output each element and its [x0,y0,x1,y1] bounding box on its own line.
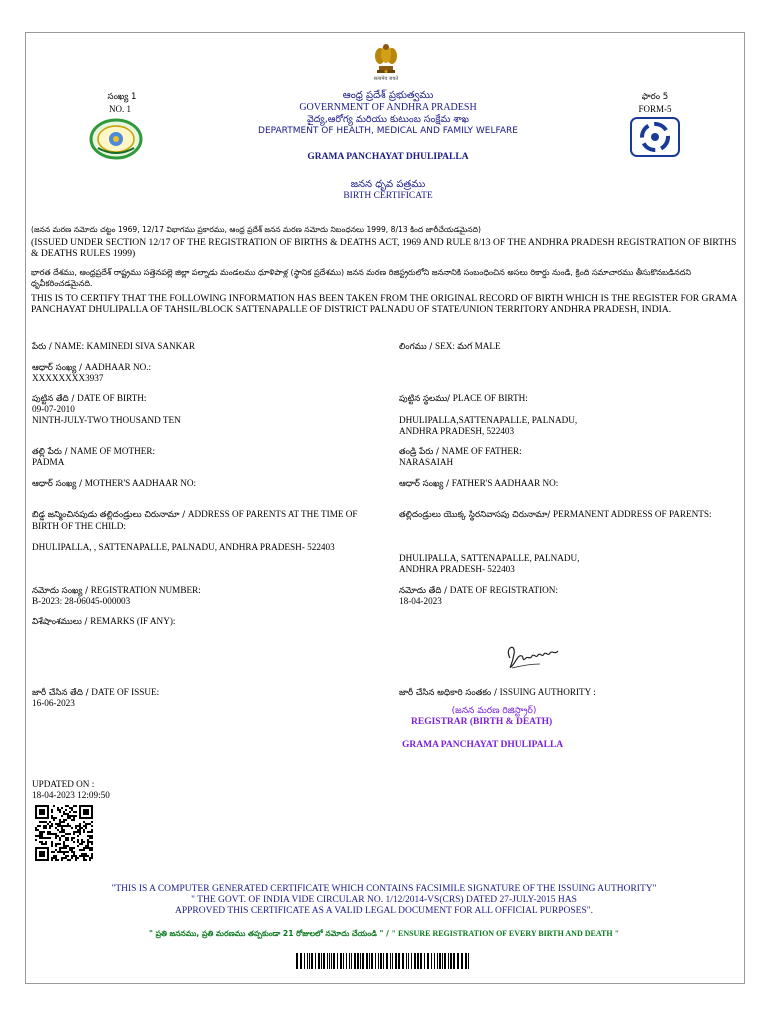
birth-address-value: DHULIPALLA, , SATTENAPALLE, PALNADU, ANDHRA PRADESH- 522403 [32,542,335,552]
registration-date-field [399,585,729,597]
issued-under-text: (ISSUED UNDER SECTION 12/17 OF THE REGISTRATION OF BIRTHS & DEATHS ACT, 1969 AND RULE 8/13 OF THE ANDHRA PRADESH REGISTRATION OF BIRTHS & DEATHS RULES 1999) [31,237,737,259]
permanent-address-label: PERMANENT ADDRESS OF PARENTS: [552,509,712,519]
issue-date-value: 16-06-2023 [32,698,75,708]
government-title: GOVERNMENT OF ANDHRA PRADESH [299,102,477,113]
issuing-authority-telugu: జారీ చేసిన అధికారి సంతకం / [399,688,500,698]
aadhaar-label: AADHAAR NO.: [84,362,152,372]
footer-line-2: " THE GOVT. OF INDIA VIDE CIRCULAR NO. 1/12/2014-VS(CRS) DATED 27-JULY-2015 HAS [191,895,577,905]
mother-value: PADMA [32,457,65,467]
mother-label-telugu: తల్లి పేరు / [32,447,71,457]
father-label-telugu: తండ్రి పేరు / [399,447,442,457]
permanent-address-line-1: DHULIPALLA, SATTENAPALLE, PALNADU, [399,553,580,563]
aadhaar-label-telugu: ఆధార్ సంఖ్య / [32,363,85,373]
sex-label-telugu: లింగము / [399,342,436,352]
form-telugu: ఫారం 5 [641,92,669,102]
updated-label: UPDATED ON : [32,779,95,789]
registration-date-value: 18-04-2023 [399,596,442,606]
slogan-english: " ENSURE REGISTRATION OF EVERY BIRTH AND DEATH " [391,929,620,938]
birth-address-telugu: బిడ్డ జన్మించినపుడు తల్లిదండ్రులు చిరునామా / [32,510,188,520]
sex-field [399,341,729,353]
birth-address-field [32,509,377,531]
issuing-authority-field [399,687,729,699]
registration-number-value: B-2023: 28-06045-000003 [32,596,131,606]
qr-code-icon [35,805,93,861]
dob-value: 09-07-2010 [32,404,75,414]
panchayat-name: GRAMA PANCHAYAT DHULIPALLA [307,152,469,162]
issued-under-telugu: (జనన మరణ నమోదు చట్టం 1969, 12/17 విభాగము ప్రకారము, ఆంధ్ర ప్రదేశ్ జనన మరణ నమోదు నిబంధనలు 1999, 8/13 కింద జారీచేయడమైనది) [31,225,481,234]
civil-registration-logo-icon [630,117,680,157]
registration-date-label: DATE OF REGISTRATION: [449,585,558,595]
mother-aadhaar-telugu: ఆధార్ సంఖ్య / [32,479,85,489]
footer-line-3: APPROVED THIS CERTIFICATE AS A VALID LEGAL DOCUMENT FOR ALL OFFICIAL PURPOSES". [174,906,594,916]
mother-field [32,446,372,458]
aadhaar-field [32,362,372,374]
father-value: NARASAIAH [399,457,454,467]
registration-number-label: REGISTRATION NUMBER: [90,585,201,595]
dob-label-telugu: పుట్టిన తేది / [32,394,78,404]
father-field [399,446,729,458]
issue-date-label: DATE OF ISSUE: [91,687,160,697]
father-aadhaar-label: FATHER'S AADHAAR NO: [451,478,559,488]
registration-number-telugu: నమోదు సంఖ్య / [32,586,91,596]
mother-aadhaar-label: MOTHER'S AADHAAR NO: [84,478,197,488]
mother-label: NAME OF MOTHER: [70,446,155,456]
andhra-pradesh-logo-icon [89,118,143,160]
dob-words: NINTH-JULY-TWO THOUSAND TEN [32,415,181,425]
number-telugu: సంఖ్య 1 [107,92,137,102]
national-emblem-icon [366,42,406,80]
form-label: FORM-5 [638,104,672,114]
emblem-motto: सत्यमेव जयते [373,76,399,82]
department-telugu: వైద్య,ఆరోగ్య మరియు కుటుంబ సంక్షేమ శాఖ [307,114,469,125]
remarks-label: REMARKS (IF ANY): [90,616,176,626]
pob-line-1: DHULIPALLA,SATTENAPALLE, PALNADU, [399,415,578,425]
name-field [32,341,372,353]
barcode-icon [296,953,472,969]
department-title: DEPARTMENT OF HEALTH, MEDICAL AND FAMILY WELFARE [258,126,518,136]
birth-address-label: ADDRESS OF PARENTS AT THE TIME OF BIRTH OF THE CHILD: [32,509,358,531]
certify-telugu: భారత దేశము, ఆంధ్రప్రదేశ్ రాష్ట్రము సత్తెనపల్లె జిల్లా పల్నాడు మండలము ధూళిపాళ్ల (స్థానిక ప్రదేశము) జనన మరణ రిజిస్ట్రరులోని జననానికి సంబంధించిన అసలు రికార్డు నుండి, క్రింది సమాచారము తీసుకొనబడినదని ధృవీకరించడమైనది. [31,268,691,288]
issue-date-telugu: జారీ చేసిన తేది / [32,688,92,698]
number-label: NO. 1 [109,104,131,114]
father-aadhaar-telugu: ఆధార్ సంఖ్య / [399,479,452,489]
slogan [32,928,736,940]
footer-line-1: "THIS IS A COMPUTER GENERATED CERTIFICATE WHICH CONTAINS FACSIMILE SIGNATURE OF THE ISSUING AUTHORITY" [111,884,657,894]
pob-field [399,393,729,405]
registrar-title: REGISTRAR (BIRTH & DEATH) [411,717,553,727]
updated-value: 18-04-2023 12:09:50 [32,790,110,800]
name-label: NAME: KAMINEDI SIVA SANKAR [54,341,196,351]
registration-number-field [32,585,372,597]
certify-text: THIS IS TO CERTIFY THAT THE FOLLOWING INFORMATION HAS BEEN TAKEN FROM THE ORIGINAL RECORD OF BIRTH WHICH IS THE REGISTER FOR GRAMA PANCHAYAT DHULIPALLA OF TAHSIL/BLOCK SATTENAPALLE OF DISTRICT PALNADU OF STATE/UNION TERRITORY ANDHRA PRADESH, INDIA. [31,293,737,315]
pob-line-2: ANDHRA PRADESH, 522403 [399,426,515,436]
authority-office: GRAMA PANCHAYAT DHULIPALLA [402,740,564,750]
remarks-telugu: విశేషాంశములు / [32,617,91,627]
permanent-address-field [399,509,729,521]
permanent-address-telugu: తల్లిదండ్రులు యొక్క స్థిరనివాసపు చిరునామా/ [399,510,553,520]
certificate-border [25,32,745,984]
government-telugu: ఆంధ్ర ప్రదేశ్ ప్రభుత్వము [342,90,434,101]
name-label-telugu: పేరు / [32,342,55,352]
father-aadhaar-field [399,478,729,490]
permanent-address-line-2: ANDHRA PRADESH- 522403 [399,564,515,574]
registration-date-telugu: నమోదు తేది / [399,586,450,596]
registrar-telugu: (జనన మరణ రిజిస్ట్రార్) [451,706,537,716]
certificate-title: BIRTH CERTIFICATE [343,191,433,201]
issuing-authority-label: ISSUING AUTHORITY : [499,687,596,697]
sex-label: SEX: మగ MALE [435,341,501,351]
dob-label: DATE OF BIRTH: [77,393,147,403]
signature-icon [500,636,564,676]
slogan-telugu: " ప్రతి జననము, ప్రతి మరణము తప్పకుండా 21 రోజులలో నమోదు చేయండి " / [148,929,392,938]
mother-aadhaar-field [32,478,372,490]
pob-label-telugu: పుట్టిన స్థలము/ [399,394,453,404]
father-label: NAME OF FATHER: [441,446,522,456]
issue-date-field [32,687,372,699]
aadhaar-value: XXXXXXXX3937 [32,373,104,383]
pob-label: PLACE OF BIRTH: [452,393,528,403]
remarks-field [32,616,372,628]
certificate-title-telugu: జనన ధృవ పత్రము [350,179,426,190]
dob-field [32,393,372,405]
